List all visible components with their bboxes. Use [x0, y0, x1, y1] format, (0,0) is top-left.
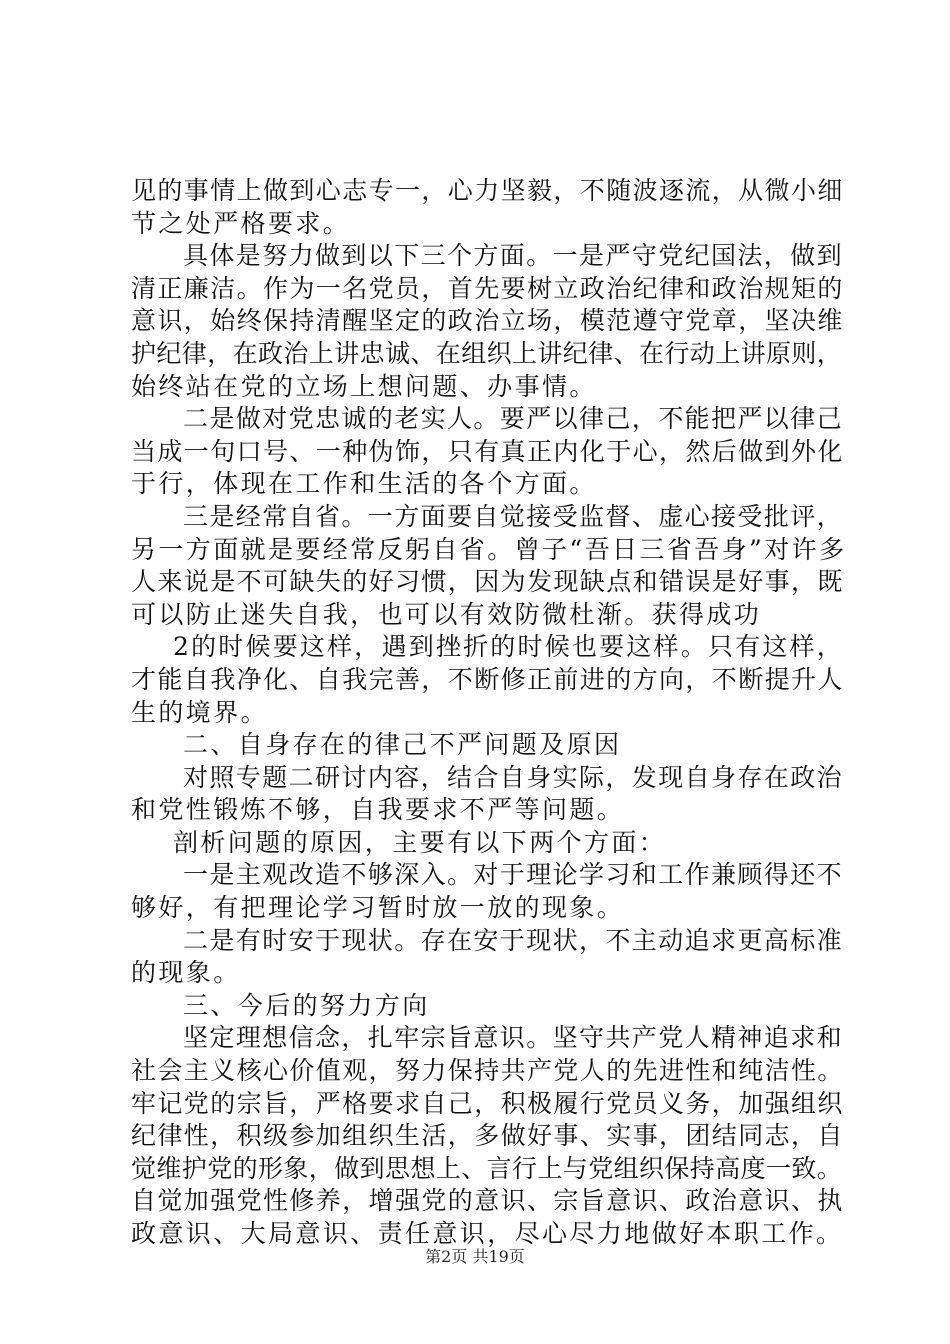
text-line: 于行，体现在工作和生活的各个方面。: [131, 469, 597, 499]
text-line: 当成一句口号、一种伪饰，只有真正内化于心，然后做到外化: [131, 436, 844, 466]
text-line: 可以防止迷失自我，也可以有效防微杜渐。获得成功: [131, 599, 762, 629]
text-line: 一是主观改造不够深入。对于理论学习和工作兼顾得还不: [183, 860, 844, 890]
text-line: 节之处严格要求。: [131, 208, 351, 238]
text-line: 坚定理想信念，扎牢宗旨意识。坚守共产党人精神追求和: [183, 1023, 844, 1053]
text-line: 清正廉洁。作为一名党员，首先要树立政治纪律和政治规矩的: [131, 273, 844, 303]
text-line: 始终站在党的立场上想问题、办事情。: [131, 371, 597, 401]
text-line: 够好，有把理论学习暂时放一放的现象。: [131, 893, 625, 923]
text-line: 三是经常自省。一方面要自觉接受监督、虚心接受批评，: [183, 501, 844, 531]
text-line: 的现象。: [131, 958, 241, 988]
text-line: 二、自身存在的律己不严问题及原因: [183, 730, 622, 760]
text-line: 护纪律，在政治上讲忠诚、在组织上讲纪律、在行动上讲原则，: [131, 338, 843, 368]
text-line: 政意识、大局意识、责任意识，尽心尽力地做好本职工作。: [131, 1219, 844, 1248]
text-line: 见的事情上做到心志专一，心力坚毅，不随波逐流，从微小细: [131, 176, 844, 205]
text-line: 另一方面就是要经常反躬自省。曾子“吾日三省吾身”对许多: [131, 534, 847, 564]
text-line: 社会主义核心价值观，努力保持共产党人的先进性和纯洁性。: [131, 1056, 844, 1086]
text-line: 觉维护党的形象，做到思想上、言行上与党组织保持高度一致。: [131, 1153, 843, 1183]
text-line: 二是有时安于现状。存在安于现状，不主动追求更高标准: [183, 925, 844, 955]
text-line: 2的时候要这样，遇到挫折的时候也要这样。只有这样，: [173, 632, 844, 662]
text-line: 具体是努力做到以下三个方面。一是严守党纪国法，做到: [183, 241, 844, 271]
text-line: 意识，始终保持清醒坚定的政治立场，模范遵守党章，坚决维: [131, 306, 844, 336]
text-line: 纪律性，积级参加组织生活，多做好事、实事，团结同志，自: [131, 1121, 844, 1151]
text-line: 人来说是不可缺失的好习惯，因为发现缺点和错误是好事，既: [131, 567, 844, 597]
text-line: 剖析问题的原因，主要有以下两个方面：: [173, 827, 667, 857]
body-text: [131, 175, 847, 1251]
page-footer: 第2页 共19页: [425, 1247, 525, 1266]
text-line: 生的境界。: [131, 697, 269, 727]
text-line: 三、今后的努力方向: [183, 990, 430, 1020]
text-line: 才能自我净化、自我完善，不断修正前进的方向，不断提升人: [131, 664, 844, 694]
text-line: 和党性锻炼不够，自我要求不严等问题。: [131, 795, 625, 825]
text-line: 牢记党的宗旨，严格要求自己，积极履行党员义务，加强组织: [131, 1088, 844, 1118]
text-line: 二是做对党忠诚的老实人。要严以律己，不能把严以律己: [183, 404, 844, 434]
text-line: 对照专题二研讨内容，结合自身实际，发现自身存在政治: [183, 762, 844, 792]
text-line: 自觉加强党性修养，增强党的意识、宗旨意识、政治意识、执: [131, 1186, 844, 1216]
